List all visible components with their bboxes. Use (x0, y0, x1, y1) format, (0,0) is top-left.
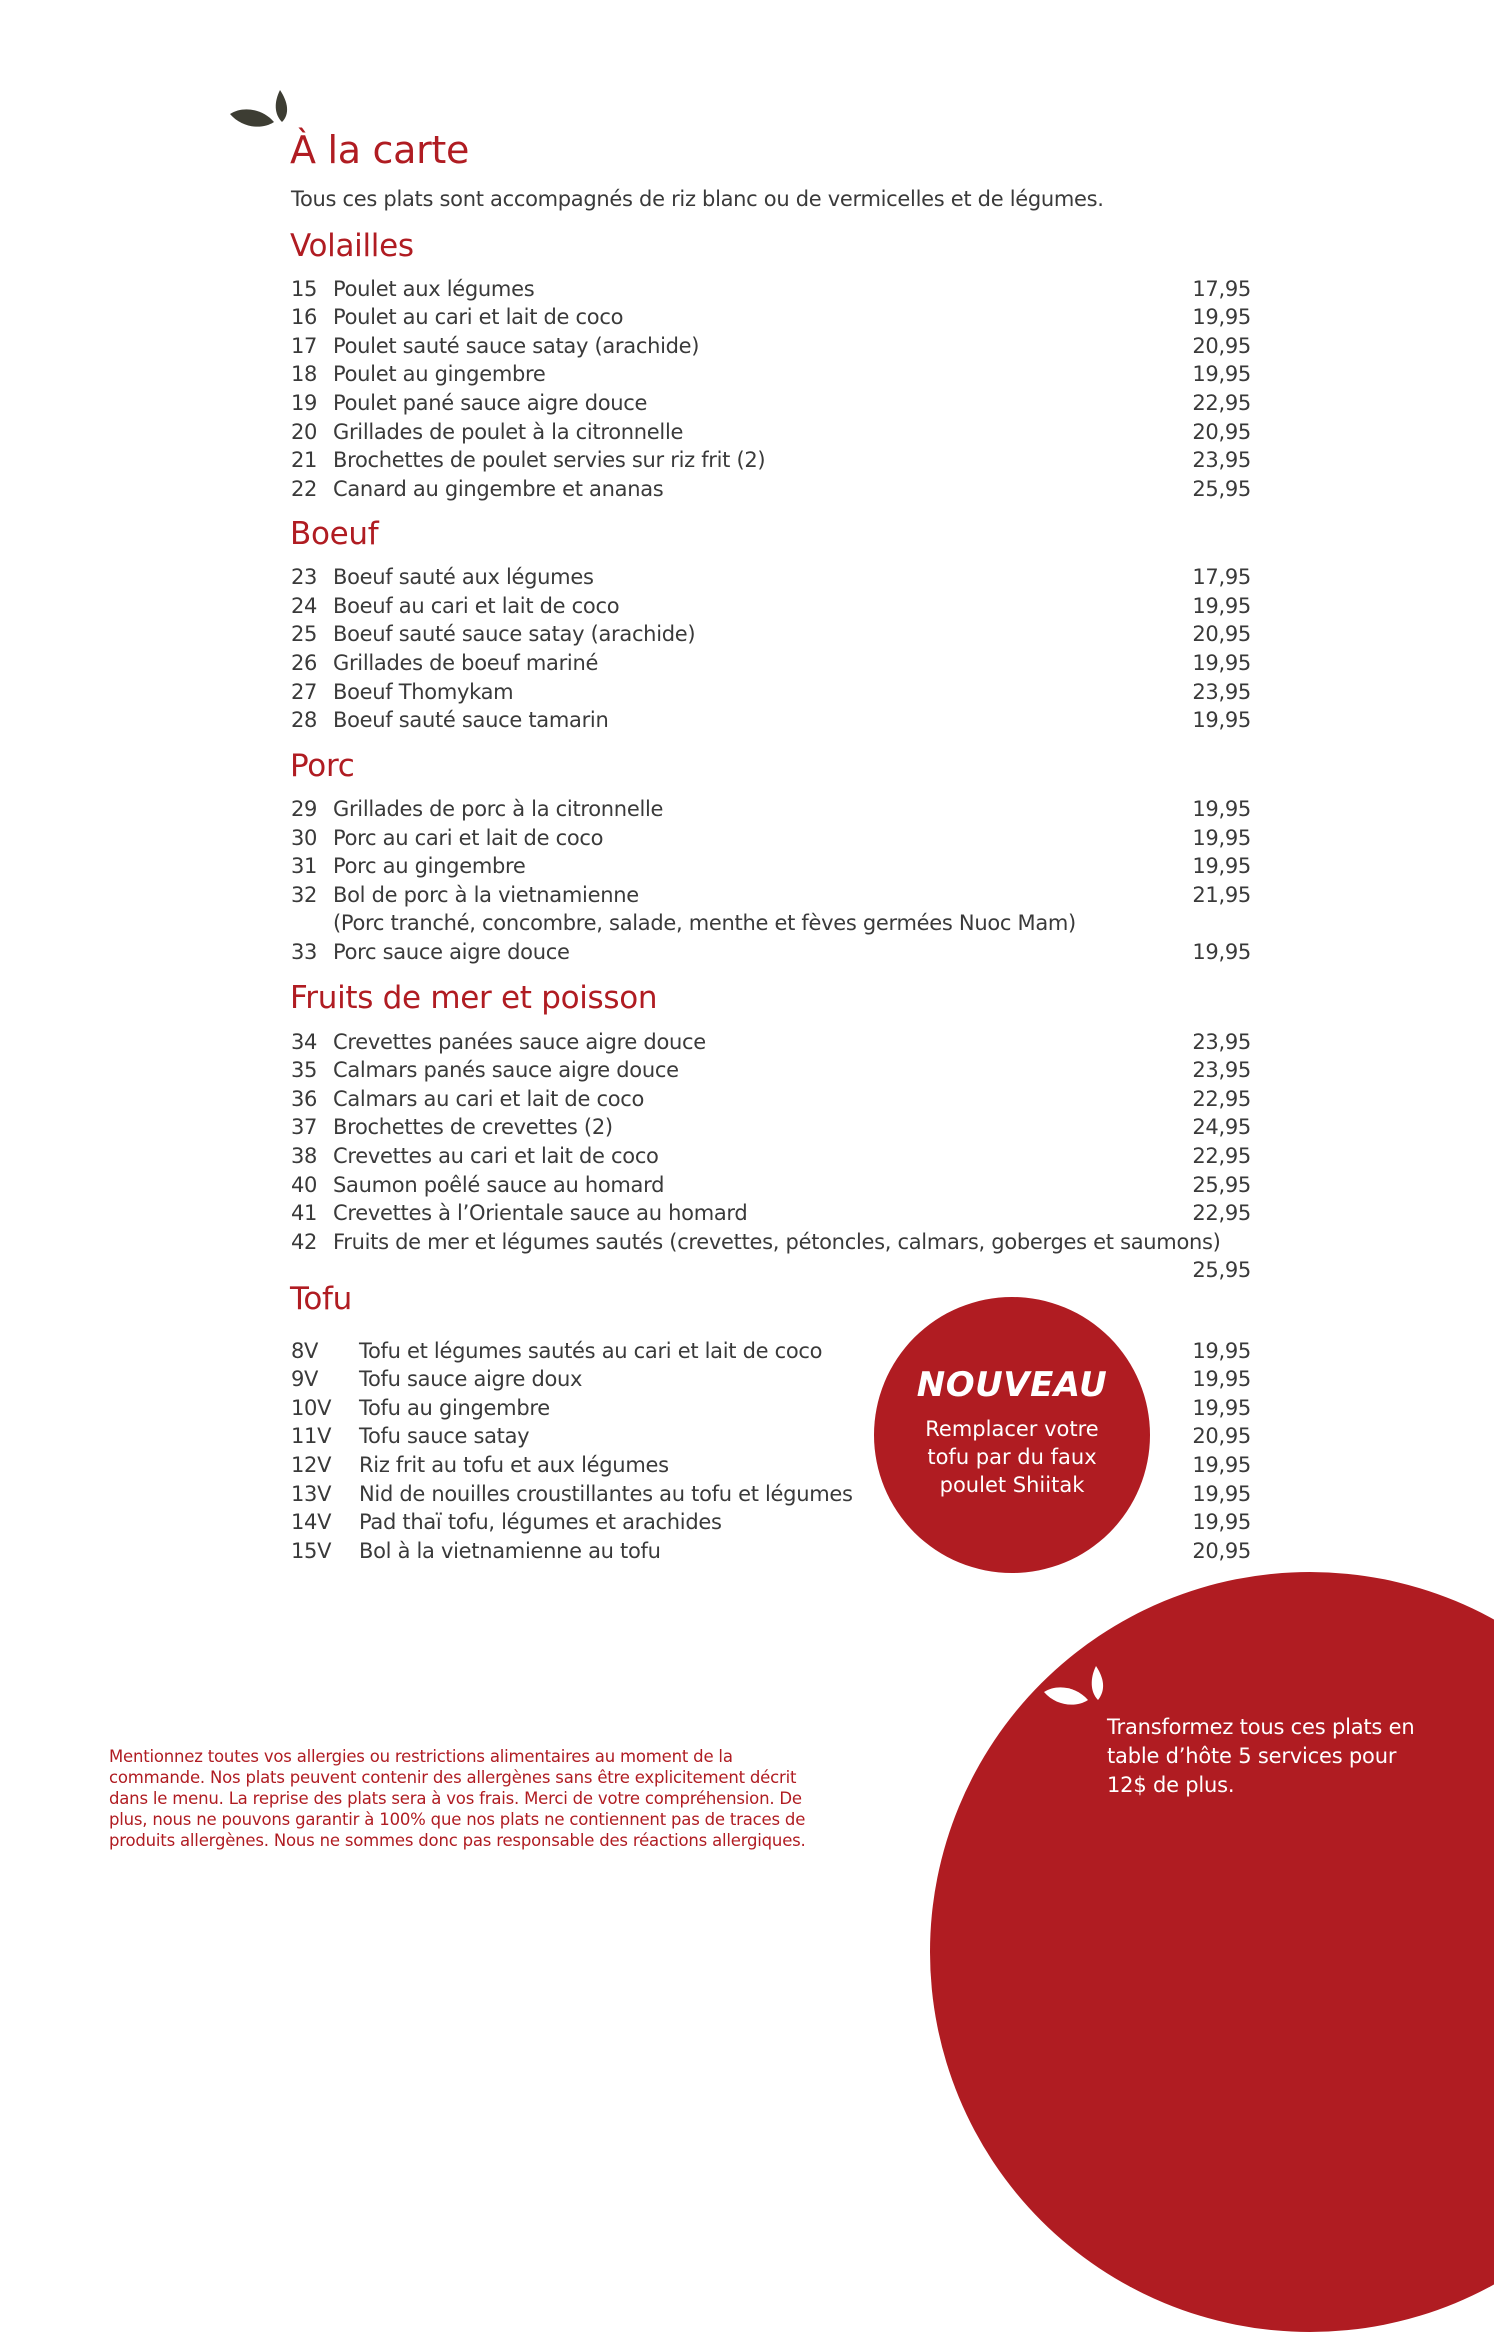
item-price: 19,95 (1192, 1396, 1251, 1420)
allergy-notice: Mentionnez toutes vos allergies ou restrictions alimentaires au moment de la commande. Nos plats peuvent contenir des allergènes sans être explicitement décrit dans le menu. La reprise des plats sera à vos frais. Merci de votre compréhension. De plus, nous ne pouvons garantir à 100% que nos plats ne contiennent pas de traces de produits allergènes. Nous ne sommes donc pas responsable des réactions allergiques. (109, 1747, 806, 1850)
item-name: Crevettes panées sauce aigre douce (333, 1030, 706, 1054)
item-name: Crevettes à l’Orientale sauce au homard (333, 1201, 748, 1225)
item-price: 19,95 (1192, 797, 1251, 821)
menu-item (291, 565, 1251, 593)
item-price: 23,95 (1192, 1030, 1251, 1054)
menu-item (291, 334, 1251, 362)
menu-item (291, 1144, 1251, 1172)
leaf-logo-icon (228, 86, 296, 148)
item-number: 22 (291, 477, 318, 501)
menu-item (291, 680, 1251, 708)
item-price: 22,95 (1192, 391, 1251, 415)
item-name: Tofu au gingembre (359, 1396, 550, 1420)
menu-item (291, 826, 1251, 854)
item-price: 25,95 (1192, 1258, 1251, 1282)
nouveau-badge (874, 1297, 1150, 1573)
item-name: Porc sauce aigre douce (333, 940, 570, 964)
item-number: 16 (291, 305, 318, 329)
item-name: Grillades de poulet à la citronnelle (333, 420, 684, 444)
item-name: Boeuf sauté sauce tamarin (333, 708, 609, 732)
item-name: Bol de porc à la vietnamienne (333, 883, 639, 907)
item-name: Riz frit au tofu et aux légumes (359, 1453, 669, 1477)
item-name: Saumon poêlé sauce au homard (333, 1173, 665, 1197)
item-price: 19,95 (1192, 594, 1251, 618)
item-number: 8V (291, 1339, 319, 1363)
section-title-porc: Porc (290, 748, 355, 784)
item-price: 22,95 (1192, 1201, 1251, 1225)
item-name: Tofu sauce satay (359, 1424, 530, 1448)
item-price: 19,95 (1192, 1367, 1251, 1391)
item-number: 15V (291, 1539, 332, 1563)
section-title-tofu: Tofu (290, 1281, 352, 1317)
item-price: 19,95 (1192, 305, 1251, 329)
menu-item (291, 448, 1251, 476)
item-price: 20,95 (1192, 622, 1251, 646)
item-price: 19,95 (1192, 1482, 1251, 1506)
badge-title: NOUVEAU (916, 1365, 1108, 1405)
item-price: 19,95 (1192, 1453, 1251, 1477)
item-number: 34 (291, 1030, 318, 1054)
menu-item (291, 305, 1251, 333)
page-subtitle: Tous ces plats sont accompagnés de riz blanc ou de vermicelles et de légumes. (291, 187, 1104, 211)
item-price: 19,95 (1192, 940, 1251, 964)
item-name: Calmars panés sauce aigre douce (333, 1058, 679, 1082)
item-name: Pad thaï tofu, légumes et arachides (359, 1510, 722, 1534)
section-title-volailles: Volailles (290, 228, 414, 264)
item-name: Brochettes de poulet servies sur riz frit (2) (333, 448, 766, 472)
item-price: 19,95 (1192, 651, 1251, 675)
item-name: Poulet sauté sauce satay (arachide) (333, 334, 700, 358)
item-price: 24,95 (1192, 1115, 1251, 1139)
item-price: 17,95 (1192, 565, 1251, 589)
section-title-boeuf: Boeuf (290, 516, 379, 552)
item-price: 21,95 (1192, 883, 1251, 907)
item-number: 17 (291, 334, 318, 358)
promo-circle (930, 1572, 1494, 2332)
item-price: 17,95 (1192, 277, 1251, 301)
menu-item (291, 1173, 1251, 1201)
item-number: 10V (291, 1396, 332, 1420)
item-number: 35 (291, 1058, 318, 1082)
item-name: Tofu sauce aigre doux (359, 1367, 583, 1391)
item-name: Poulet au cari et lait de coco (333, 305, 624, 329)
item-name: Brochettes de crevettes (2) (333, 1115, 613, 1139)
menu-item (291, 1201, 1251, 1229)
page-title: À la carte (290, 128, 470, 172)
item-name: Boeuf au cari et lait de coco (333, 594, 620, 618)
menu-item (291, 940, 1251, 968)
badge-text: Remplacer votre tofu par du faux poulet Shiitak (925, 1417, 1099, 1497)
item-number: 40 (291, 1173, 318, 1197)
item-number: 33 (291, 940, 318, 964)
item-number: 36 (291, 1087, 318, 1111)
item-name: Poulet pané sauce aigre douce (333, 391, 648, 415)
item-number: 42 (291, 1230, 318, 1254)
item-price: 19,95 (1192, 1339, 1251, 1363)
item-name: Porc au cari et lait de coco (333, 826, 604, 850)
item-price: 22,95 (1192, 1144, 1251, 1168)
item-number: 41 (291, 1201, 318, 1225)
menu-item (291, 651, 1251, 679)
item-name: Crevettes au cari et lait de coco (333, 1144, 659, 1168)
item-number: 15 (291, 277, 318, 301)
item-number: 20 (291, 420, 318, 444)
item-number: 38 (291, 1144, 318, 1168)
item-name: Calmars au cari et lait de coco (333, 1087, 645, 1111)
menu-item (291, 854, 1251, 882)
menu-item (291, 883, 1251, 911)
menu-item (291, 391, 1251, 419)
item-price: 20,95 (1192, 420, 1251, 444)
item-name: Grillades de boeuf mariné (333, 651, 599, 675)
item-number: 18 (291, 362, 318, 386)
item-price: 25,95 (1192, 477, 1251, 501)
item-price: 20,95 (1192, 334, 1251, 358)
item-name: Bol à la vietnamienne au tofu (359, 1539, 661, 1563)
menu-item (291, 1087, 1251, 1115)
item-number: 28 (291, 708, 318, 732)
item-price: 19,95 (1192, 826, 1251, 850)
promo-text: Transformez tous ces plats en table d’hôte 5 services pour 12$ de plus. (1107, 1715, 1415, 1797)
item-number: 27 (291, 680, 318, 704)
item-name: Poulet aux légumes (333, 277, 535, 301)
item-price: 19,95 (1192, 362, 1251, 386)
item-number: 14V (291, 1510, 332, 1534)
item-price: 19,95 (1192, 708, 1251, 732)
item-number: 12V (291, 1453, 332, 1477)
menu-item (291, 1230, 1291, 1258)
item-number: 26 (291, 651, 318, 675)
item-number: 13V (291, 1482, 332, 1506)
item-price: 19,95 (1192, 854, 1251, 878)
item-name: Tofu et légumes sautés au cari et lait de coco (359, 1339, 823, 1363)
item-name: Fruits de mer et légumes sautés (crevettes, pétoncles, calmars, goberges et saumons) (333, 1230, 1221, 1254)
item-price: 20,95 (1192, 1424, 1251, 1448)
item-number: 9V (291, 1367, 319, 1391)
item-number: 25 (291, 622, 318, 646)
item-name: Boeuf sauté sauce satay (arachide) (333, 622, 696, 646)
item-name: Boeuf Thomykam (333, 680, 514, 704)
item-number: 29 (291, 797, 318, 821)
menu-item (291, 362, 1251, 390)
item-price: 20,95 (1192, 1539, 1251, 1563)
menu-item (291, 420, 1251, 448)
menu-item (291, 797, 1251, 825)
item-description: (Porc tranché, concombre, salade, menthe et fèves germées Nuoc Mam) (333, 911, 1076, 935)
item-price: 19,95 (1192, 1510, 1251, 1534)
item-name: Boeuf sauté aux légumes (333, 565, 594, 589)
item-name: Porc au gingembre (333, 854, 526, 878)
item-price: 23,95 (1192, 448, 1251, 472)
menu-item (291, 477, 1251, 505)
item-number: 32 (291, 883, 318, 907)
leaf-icon (1040, 1662, 1112, 1728)
menu-item (291, 1058, 1251, 1086)
item-number: 21 (291, 448, 318, 472)
item-number: 31 (291, 854, 318, 878)
item-number: 30 (291, 826, 318, 850)
item-price: 23,95 (1192, 1058, 1251, 1082)
menu-item (291, 708, 1251, 736)
item-number: 37 (291, 1115, 318, 1139)
item-name: Canard au gingembre et ananas (333, 477, 664, 501)
menu-item (291, 1030, 1251, 1058)
menu-item (291, 1539, 1251, 1567)
item-price: 23,95 (1192, 680, 1251, 704)
item-price: 25,95 (1192, 1173, 1251, 1197)
item-name: Grillades de porc à la citronnelle (333, 797, 664, 821)
menu-item (291, 277, 1251, 305)
item-number: 24 (291, 594, 318, 618)
section-title-fruits-de-mer: Fruits de mer et poisson (290, 980, 658, 1016)
item-price: 22,95 (1192, 1087, 1251, 1111)
item-number: 19 (291, 391, 318, 415)
item-number: 11V (291, 1424, 332, 1448)
item-name: Nid de nouilles croustillantes au tofu et légumes (359, 1482, 853, 1506)
item-number: 23 (291, 565, 318, 589)
menu-item (291, 594, 1251, 622)
item-name: Poulet au gingembre (333, 362, 546, 386)
menu-item (291, 1115, 1251, 1143)
menu-item (291, 622, 1251, 650)
